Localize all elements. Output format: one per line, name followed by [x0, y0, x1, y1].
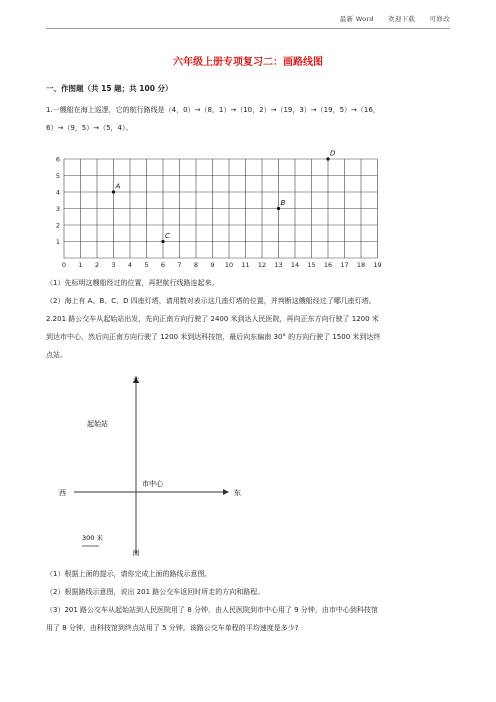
- question-2-text: [46, 310, 450, 364]
- question-1-text: [46, 101, 450, 137]
- lighthouse-point-c: [161, 240, 164, 243]
- question-2-sub-3a: （3）201 路公交车从起始站到人民医院用了 8 分钟，由人民医院到市中心用了 9 分钟，由市中心到科技馆: [46, 606, 378, 614]
- south-label: 南: [132, 549, 140, 557]
- lighthouse-point-d: [326, 157, 329, 160]
- header-divider: [46, 28, 450, 29]
- x-tick-label: 1: [78, 261, 83, 269]
- x-tick-label: 7: [177, 261, 182, 269]
- lighthouse-label-a: A: [115, 182, 121, 191]
- page-header: [328, 14, 450, 23]
- x-tick-label: 11: [241, 261, 250, 269]
- grid-chart: [50, 148, 400, 270]
- question-1-sub-1: （1）先标明这艘船经过的位置，再把航行线路连起来。: [46, 279, 219, 287]
- header-item-download: 欢迎下载: [388, 15, 416, 23]
- lighthouse-label-b: B: [280, 199, 286, 207]
- y-tick-label: 1: [55, 238, 61, 246]
- y-tick-label: 6: [55, 155, 61, 164]
- lighthouse-label-c: C: [165, 232, 170, 240]
- section-heading: 一、作图题（共 15 题；共 100 分）: [46, 84, 173, 93]
- header-item-latest: 最新 Word: [339, 15, 374, 23]
- y-tick-label: 5: [55, 172, 61, 180]
- question-2-sub-3b: 用了 8 分钟，由科技馆到终点站用了 5 分钟。该路公交车单程的平均速度是多少?: [46, 624, 299, 632]
- x-tick-label: 2: [94, 261, 100, 269]
- question-2-sub-2: （2）根据路线示意图，说出 201 路公交车返回时所走的方向和路程。: [46, 588, 265, 596]
- question-2-line-2: 到达市中心，然后向正南方向行驶了 1200 米到达科技馆，最后向东偏南 30° 的方向行驶了 1500 米到达终: [46, 333, 381, 341]
- city-center-label: 市中心: [142, 480, 163, 488]
- west-label: 西: [59, 489, 66, 497]
- question-1-line-2: 6）→（9，5）→（5，4）。: [46, 124, 133, 132]
- question-2-subquestions: [46, 565, 450, 637]
- page-title: 六年级上册专项复习二：画路线图: [173, 57, 323, 68]
- x-tick-label: 10: [224, 261, 234, 269]
- question-2-sub-1: （1）根据上面的提示，请你完成上面的路线示意图。: [46, 570, 212, 578]
- y-tick-label: 3: [55, 205, 61, 213]
- x-tick-label: 3: [111, 261, 116, 269]
- lighthouse-point-a: [112, 190, 115, 193]
- x-tick-label: 17: [340, 261, 349, 269]
- x-tick-label: 8: [193, 261, 199, 269]
- start-station-label: 起始站: [87, 420, 108, 428]
- x-tick-label: 0: [61, 261, 67, 269]
- x-tick-label: 19: [373, 261, 382, 269]
- y-tick-label: 4: [55, 188, 61, 197]
- question-1-sub-2: （2）海上有 A、B、C、D 四座灯塔，请用数对表示这几座灯塔的位置，并判断这艘船经过了哪几座灯塔。: [46, 297, 376, 305]
- grid-lines: [64, 159, 378, 258]
- x-tick-label: 9: [210, 261, 215, 269]
- x-tick-label: 14: [290, 261, 300, 269]
- x-tick-label: 12: [257, 261, 267, 269]
- header-item-editable: 可修改: [429, 15, 450, 23]
- lighthouse-label-d: D: [330, 149, 336, 158]
- grid-points: [112, 150, 336, 244]
- x-tick-label: 18: [356, 261, 366, 269]
- question-1-subquestions: [46, 274, 450, 310]
- x-tick-label: 13: [274, 261, 283, 269]
- route-map: [50, 368, 250, 560]
- y-tick-label: 2: [55, 221, 61, 230]
- question-2-line-1: 2.201 路公交车从起始站出发，先向正南方向行驶了 2400 米到达人民医院，再向正东方向行驶了 1200 米: [46, 315, 379, 323]
- north-label: 北: [132, 376, 140, 384]
- x-tick-label: 15: [307, 261, 316, 269]
- question-1-line-1: 1.一艘船在海上巡逻，它的航行路线是（4，0）→（8，1）→（10，2）→（19，3）→（19，5）→（16，: [46, 106, 380, 114]
- x-tick-label: 5: [144, 261, 149, 269]
- question-2-line-3: 点站。: [46, 351, 67, 359]
- lighthouse-point-b: [277, 207, 280, 210]
- east-label: 东: [234, 489, 241, 497]
- x-tick-label: 4: [127, 261, 133, 269]
- x-tick-label: 16: [323, 261, 333, 269]
- grid-axis-labels: [56, 156, 382, 270]
- x-tick-label: 6: [160, 261, 166, 269]
- scale-label: 300 米: [82, 534, 103, 542]
